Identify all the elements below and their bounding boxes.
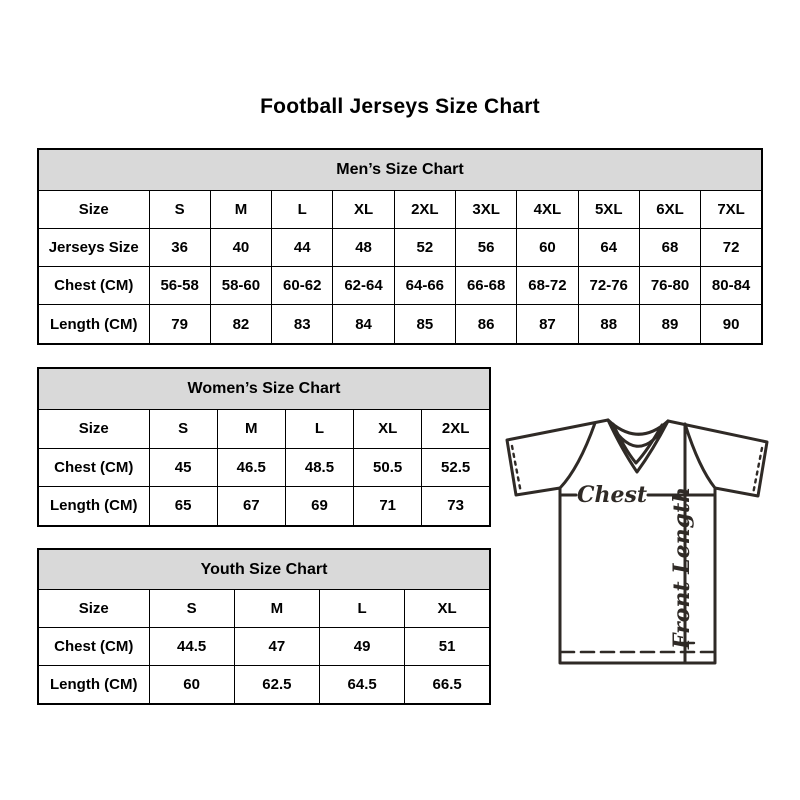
value-cell: XL	[333, 190, 394, 228]
table-row	[38, 486, 490, 526]
value-cell: XL	[354, 410, 422, 448]
value-cell: 72-76	[578, 267, 639, 305]
table-row	[38, 410, 490, 448]
value-cell: 6XL	[639, 190, 700, 228]
value-cell: 83	[272, 305, 333, 344]
value-cell: 4XL	[517, 190, 578, 228]
value-cell: 45	[149, 448, 217, 486]
row-label-cell: Length (CM)	[38, 665, 149, 704]
table-title: Women’s Size Chart	[38, 368, 490, 410]
row-label-cell: Size	[38, 410, 149, 448]
value-cell: 79	[149, 305, 210, 344]
value-cell: 66.5	[405, 665, 490, 704]
value-cell: 76-80	[639, 267, 700, 305]
table-row	[38, 267, 762, 305]
value-cell: 48	[333, 228, 394, 266]
value-cell: 62.5	[234, 665, 319, 704]
value-cell: 64-66	[394, 267, 455, 305]
row-label-cell: Chest (CM)	[38, 628, 149, 666]
row-label-cell: Size	[38, 190, 149, 228]
value-cell: 62-64	[333, 267, 394, 305]
table-row	[38, 448, 490, 486]
value-cell: 60	[149, 665, 234, 704]
value-cell: 51	[405, 628, 490, 666]
value-cell: 69	[285, 486, 353, 526]
value-cell: 64.5	[320, 665, 405, 704]
value-cell: 2XL	[394, 190, 455, 228]
value-cell: 90	[701, 305, 762, 344]
value-cell: 3XL	[455, 190, 516, 228]
jersey-diagram-svg	[495, 396, 795, 686]
table-row	[38, 305, 762, 344]
table-title: Youth Size Chart	[38, 549, 490, 590]
value-cell: 44	[272, 228, 333, 266]
value-cell: 52.5	[422, 448, 490, 486]
value-cell: 82	[210, 305, 271, 344]
value-cell: M	[217, 410, 285, 448]
value-cell: 72	[701, 228, 762, 266]
value-cell: 49	[320, 628, 405, 666]
value-cell: 56-58	[149, 267, 210, 305]
value-cell: 60	[517, 228, 578, 266]
table-row	[38, 628, 490, 666]
mens-size-table	[37, 148, 763, 345]
row-label-cell: Chest (CM)	[38, 448, 149, 486]
value-cell: M	[234, 590, 319, 628]
value-cell: 65	[149, 486, 217, 526]
value-cell: L	[320, 590, 405, 628]
table-row	[38, 228, 762, 266]
value-cell: 5XL	[578, 190, 639, 228]
value-cell: M	[210, 190, 271, 228]
value-cell: 36	[149, 228, 210, 266]
value-cell: 44.5	[149, 628, 234, 666]
value-cell: 87	[517, 305, 578, 344]
row-label-cell: Jerseys Size	[38, 228, 149, 266]
row-label-cell: Size	[38, 590, 149, 628]
jersey-outline	[507, 420, 767, 663]
value-cell: 7XL	[701, 190, 762, 228]
row-label-cell: Length (CM)	[38, 486, 149, 526]
value-cell: L	[285, 410, 353, 448]
value-cell: 48.5	[285, 448, 353, 486]
value-cell: 52	[394, 228, 455, 266]
value-cell: 66-68	[455, 267, 516, 305]
value-cell: 2XL	[422, 410, 490, 448]
value-cell: 71	[354, 486, 422, 526]
table-row	[38, 665, 490, 704]
value-cell: L	[272, 190, 333, 228]
value-cell: 80-84	[701, 267, 762, 305]
table-title: Men’s Size Chart	[38, 149, 762, 190]
value-cell: 58-60	[210, 267, 271, 305]
row-label-cell: Chest (CM)	[38, 267, 149, 305]
value-cell: 88	[578, 305, 639, 344]
table-header-row	[38, 549, 490, 590]
value-cell: 40	[210, 228, 271, 266]
value-cell: 73	[422, 486, 490, 526]
value-cell: S	[149, 410, 217, 448]
value-cell: 64	[578, 228, 639, 266]
value-cell: 46.5	[217, 448, 285, 486]
page-title: Football Jerseys Size Chart	[260, 95, 540, 118]
value-cell: 50.5	[354, 448, 422, 486]
youth-size-table	[37, 548, 491, 705]
table-row	[38, 590, 490, 628]
womens-size-table	[37, 367, 491, 527]
chest-label: Chest	[576, 482, 648, 508]
value-cell: 89	[639, 305, 700, 344]
front-length-label: Front Length	[669, 486, 695, 650]
value-cell: 68	[639, 228, 700, 266]
value-cell: 56	[455, 228, 516, 266]
value-cell: 47	[234, 628, 319, 666]
value-cell: XL	[405, 590, 490, 628]
table-header-row	[38, 368, 490, 410]
value-cell: 85	[394, 305, 455, 344]
jersey-measurement-diagram	[495, 396, 795, 686]
value-cell: 68-72	[517, 267, 578, 305]
value-cell: 67	[217, 486, 285, 526]
value-cell: 84	[333, 305, 394, 344]
value-cell: 86	[455, 305, 516, 344]
table-header-row	[38, 149, 762, 190]
value-cell: 60-62	[272, 267, 333, 305]
value-cell: S	[149, 590, 234, 628]
table-row	[38, 190, 762, 228]
row-label-cell: Length (CM)	[38, 305, 149, 344]
value-cell: S	[149, 190, 210, 228]
